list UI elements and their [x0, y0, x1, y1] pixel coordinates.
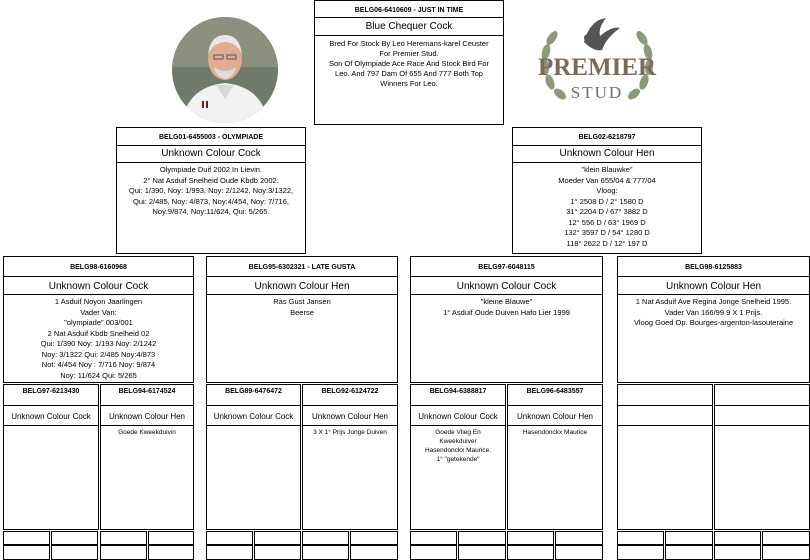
empty-cell — [762, 545, 810, 560]
empty-cell — [410, 531, 457, 545]
sire-desc: Olympiade Duif 2002 In Lievin. 2° Nat Asduif Snelheid Oude Kbdb 2002. Qui: 1/390, Noy: 1/993, Noy: 2/1242, Noy:3/1322, Qui: 2/485, Noy: 4/873, Noy:4/454, Noy: 7/716, Noy:9/874, Noy:11/624, Qui: 5/265. — [128, 165, 294, 216]
great-grandparent-box-4 — [302, 384, 398, 530]
great-grandparent-6-desc: Hasendonckx Maurice — [522, 429, 588, 436]
grandparent-box-4 — [617, 256, 810, 383]
great-grandparent-box-7 — [617, 384, 713, 530]
empty-cell — [507, 531, 554, 545]
great-grandparent-5-name: Unknown Colour Cock — [418, 412, 498, 421]
empty-cell — [665, 531, 713, 545]
subject-ring: BELG06-6410609 - JUST IN TIME — [354, 7, 464, 14]
sire-name: Unknown Colour Cock — [161, 148, 261, 159]
empty-cell — [302, 531, 349, 545]
grandparent-1-name: Unknown Colour Cock — [48, 281, 149, 292]
great-grandparent-box-3 — [206, 384, 301, 530]
great-grandparent-box-8 — [714, 384, 810, 530]
empty-cell — [254, 531, 301, 545]
empty-cell — [555, 545, 603, 560]
empty-cell — [206, 545, 253, 560]
empty-cell — [3, 545, 50, 560]
empty-cell — [714, 531, 761, 545]
great-grandparent-box-5 — [410, 384, 506, 530]
great-grandparent-5-desc: Goede Vlieg En Kweekduiver Hasendonckx Maurice. 1° "getekende" — [424, 429, 492, 463]
sire-ring: BELG01-6455003 - OLYMPIADE — [158, 134, 263, 141]
empty-cell — [555, 531, 603, 545]
dam-desc: "klein Blauwke" Moeder Van 655/04 & 777/04 Vloog: 1° 2508 D / 2° 1580 D 31° 2204 D / 67° 3882 D 12° 556 D / 63° 1969 D 132° 3597 D / 54° 1280 D 118° 2622 D / 12° 197 D — [558, 165, 656, 248]
grandparent-3-desc: "kleine Blauwe" 1° Asduif Oude Duiven Hafo Lier 1999 — [443, 297, 570, 317]
great-grandparent-4-ring: BELG92-6124722 — [321, 388, 379, 395]
grandparent-4-ring: BELG98-6125883 — [685, 264, 742, 271]
great-grandparent-box-1 — [3, 384, 99, 530]
great-grandparent-1-ring: BELG97-6213430 — [22, 388, 80, 395]
empty-cell — [100, 545, 147, 560]
empty-cell — [51, 531, 98, 545]
great-grandparent-2-desc: Goede Kweekduivin — [118, 429, 176, 436]
grandparent-1-desc: 1 Asduif Noyon Jaarlingen Vader Van: "olympiade" 003/001 2 Nat Asduif Kbdb Snelheid 02 Qui: 1/390 Noy: 1/193 Noy: 2/1242 Noy: 3/1322 Qui: 2/485 Noy:4/873 Not: 4/454 Noy : 7/716 Noy: 9/874 Noy: 11/624 Qui: 5/265 — [40, 297, 157, 380]
logo-text-premier: PREMIER — [537, 54, 657, 81]
great-grandparent-6-ring: BELG96-6483557 — [526, 388, 584, 395]
sire-box — [116, 127, 306, 254]
grandparent-2-desc: Ras Gust Jansen Beerse — [273, 297, 331, 317]
grandparent-2-name: Unknown Colour Hen — [254, 281, 350, 292]
grandparent-3-name: Unknown Colour Cock — [456, 281, 557, 292]
empty-cell — [762, 531, 810, 545]
great-grandparent-box-6 — [507, 384, 603, 530]
empty-cell — [617, 545, 664, 560]
great-grandparent-2-ring: BELG94-6174524 — [118, 388, 176, 395]
grandparent-box-2 — [206, 256, 398, 383]
subject-box — [314, 0, 504, 125]
great-grandparent-2-name: Unknown Colour Hen — [108, 412, 186, 421]
grandparent-3-ring: BELG97-6048115 — [478, 264, 535, 271]
empty-cell — [350, 531, 398, 545]
empty-cell — [148, 545, 194, 560]
great-grandparent-box-2 — [100, 384, 194, 530]
grandparent-box-3 — [410, 256, 603, 383]
logo-text-stud: STUD — [570, 83, 624, 102]
great-grandparent-3-ring: BELG89-6476472 — [225, 388, 282, 395]
empty-cell — [3, 531, 50, 545]
dam-name: Unknown Colour Hen — [559, 148, 655, 159]
empty-cell — [458, 531, 506, 545]
premier-stud-logo — [536, 12, 658, 116]
empty-cell — [51, 545, 98, 560]
grandparent-4-name: Unknown Colour Hen — [665, 281, 762, 292]
dam-ring: BELG02-6218797 — [578, 134, 636, 141]
great-grandparent-3-name: Unknown Colour Cock — [213, 412, 294, 421]
empty-cell — [254, 545, 301, 560]
grandparent-4-desc: 1 Nat Asduif Ave Regina Jonge Snelheid 1995. Vader Van 166/99 9 X 1 Prijs. Vloog Goed Op. Bourges-argenton-lasouteraine — [633, 297, 794, 327]
empty-cell — [206, 531, 253, 545]
great-grandparent-1-name: Unknown Colour Cock — [11, 412, 91, 421]
empty-cell — [714, 545, 761, 560]
grandparent-box-1 — [3, 256, 194, 383]
empty-cell — [665, 545, 713, 560]
great-grandparent-6-name: Unknown Colour Hen — [516, 412, 594, 421]
empty-cell — [410, 545, 457, 560]
great-grandparent-4-name: Unknown Colour Hen — [311, 412, 389, 421]
subject-desc: Bred For Stock By Leo Heremans-karel Ceuster For Premier Stud. Son Of Olympiade Ace Race And Stock Bird For Leo. And 797 Dam Of 655 And 777 Both Top Winners For Leo. — [328, 39, 490, 88]
empty-cell — [100, 531, 147, 545]
empty-cell — [458, 545, 506, 560]
empty-cell — [148, 531, 194, 545]
empty-cell — [507, 545, 554, 560]
subject-name: Blue Chequer Cock — [365, 21, 453, 32]
empty-cell — [617, 531, 664, 545]
empty-cell — [350, 545, 398, 560]
great-grandparent-4-desc: 3 X 1° Prijs Jonge Duiven — [313, 429, 387, 436]
great-grandparent-5-ring: BELG94-6388817 — [429, 388, 487, 395]
dam-box — [512, 127, 702, 254]
breeder-photo — [172, 17, 278, 123]
grandparent-2-ring: BELG95-6302321 - LATE GUSTA — [248, 264, 356, 271]
empty-cell — [302, 545, 349, 560]
grandparent-1-ring: BELG98-6160968 — [70, 264, 127, 271]
